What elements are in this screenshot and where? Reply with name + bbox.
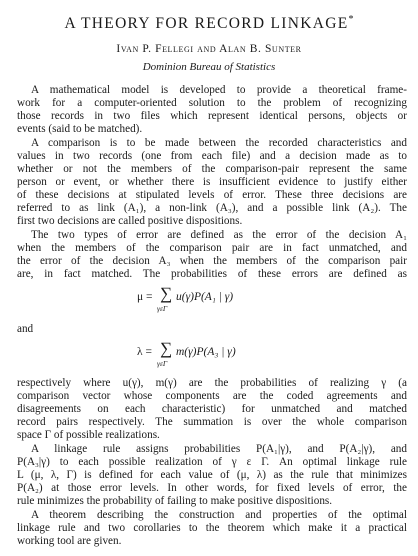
- equation-rhs: m(γ)P(A₃ | γ): [176, 346, 236, 358]
- text-line: A linkage rule assigns probabilities P(A₁|γ), and P(A₂|γ), and: [31, 443, 407, 455]
- text-line: P(A₃|γ) to each possible realization of γ ε Γ. An optimal linkage rule: [17, 456, 407, 468]
- text-line: record pairs respectively. The summation is over the whole comparison: [17, 416, 407, 428]
- text-line: are, in fact matched. The probabilities of these errors are defined as: [17, 268, 407, 280]
- text-line: values in two records (one from each file) and a decision made as to: [17, 150, 407, 162]
- summation-sign: ∑: [160, 284, 173, 303]
- text-line: of these decisions at stipulated levels of error. These three decisions are: [17, 189, 407, 201]
- text-line: work for a computer-oriented solution to the problem of recognizing: [17, 97, 407, 109]
- affiliation-line: Dominion Bureau of Statistics: [142, 61, 276, 73]
- text-line: the error of the decision A₃ when the members of the comparison pair: [17, 255, 407, 267]
- text-line: rule minimizes the probability of failing to make positive dispositions.: [17, 495, 333, 507]
- text-line: linkage rule and two corollaries to the theorem which make it a practical: [17, 522, 407, 534]
- summation-sign: ∑: [160, 339, 173, 358]
- equation-lhs: λ =: [137, 346, 152, 358]
- text-line: disagreements on each characteristic) for unmatched and matched: [17, 403, 407, 415]
- text-line: person or event, or whether there is insufficient evidence to justify either: [17, 176, 407, 188]
- text-line: when the members of the comparison pair are in fact unmatched, and: [17, 242, 407, 254]
- text-line: referred to as link (A₁), a non-link (A₃), and a possible link (A₂). The: [17, 202, 407, 214]
- text-line: events (said to be matched).: [17, 123, 143, 135]
- equation-rhs: u(γ)P(A₁ | γ): [176, 291, 234, 303]
- text-line: and: [17, 323, 34, 335]
- text-line: those records in two files which represent identical persons, objects or: [17, 110, 407, 122]
- text-line: P(A₂) at those error levels. In other words, for fixed levels of error, the: [17, 482, 407, 494]
- text-line: first two decisions are called positive dispositions.: [17, 215, 243, 227]
- equation-lhs: μ =: [137, 291, 153, 303]
- text-line: space Γ of possible realizations.: [17, 429, 160, 441]
- summation-index: γεΓ: [157, 359, 168, 368]
- text-line: working tool are given.: [17, 535, 122, 547]
- text-line: The two types of error are defined as the error of the decision A₁: [31, 229, 407, 241]
- text-line: whether or not the members of the comparison-pair represent the same: [17, 163, 407, 175]
- text-line: A comparison is to be made between the recorded characteristics and: [31, 137, 407, 149]
- title-text: A THEORY FOR RECORD LINKAGE: [64, 15, 349, 33]
- text-line: L (μ, λ, Γ) is defined for each value of (μ, λ) as the rule that minimizes: [17, 469, 407, 481]
- summation-index: γεΓ: [157, 304, 168, 313]
- paper-title: [0, 14, 418, 33]
- text-line: respectively where u(γ), m(γ) are the probabilities of realizing γ (a: [17, 377, 407, 389]
- text-line: comparison vector whose components are the coded agreements and: [17, 390, 407, 402]
- title-footnote-mark: *: [348, 14, 354, 25]
- text-line: A mathematical model is developed to provide a theoretical frame-: [31, 84, 407, 96]
- author-line: Ivan P. Fellegi and Alan B. Sunter: [116, 43, 302, 55]
- text-line: A theorem describing the construction and properties of the optimal: [31, 509, 407, 521]
